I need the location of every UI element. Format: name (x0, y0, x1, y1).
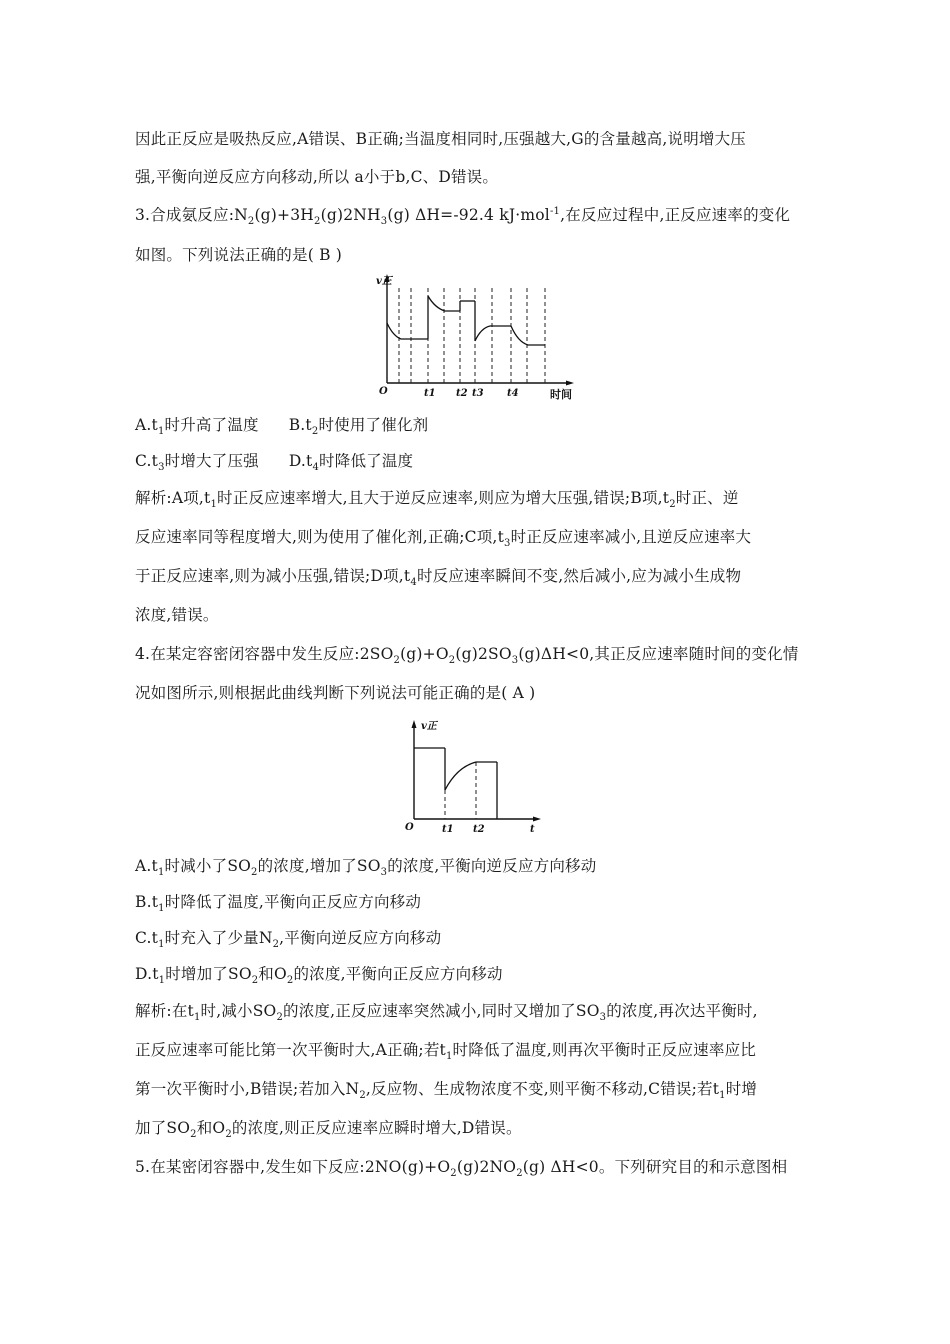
q3-option-b: $B.t_2$时使用了催化剂 (288, 416, 429, 438)
fig1-xlabel: 时间 (550, 388, 572, 401)
q4-title-2: 况如图所示,则根据此曲线判断下列说法可能正确的是( A ) (135, 684, 536, 702)
q3-analysis-4: 浓度,错误。 (135, 606, 219, 624)
q4-analysis-1: 解析:在$t_1$时,减小$SO_2$的浓度,正反应速率突然减小,同时又增加了$SO_3$的浓度,再次达平衡时, (135, 1002, 758, 1024)
figure-q4-rate-graph (395, 712, 555, 837)
q4-option-b: $B.t_1$时降低了温度,平衡向正反应方向移动 (135, 893, 422, 915)
x-axis-arrow (566, 381, 574, 386)
q3-analysis-1: 解析:A项$,t_1$时正反应速率增大,且大于逆反应速率,则应为增大压强,错误;B项$,t_2$时正、逆 (135, 489, 739, 511)
q4-analysis-2: 正反应速率可能比第一次平衡时大,A正确;若$t_1$时降低了温度,则再次平衡时正反应速率应比 (135, 1041, 756, 1063)
text-line-2: 强,平衡向逆反应方向移动,所以 a小于b,C、D错误。 (135, 168, 499, 186)
y-axis-arrow (412, 720, 417, 728)
fig1-ylabel: v正 (376, 276, 392, 287)
q4-title: 4.在某定容密闭容器中发生反应$:2SO_2(g)+O_2(g)2SO_3(g)\Delta H<0$,其正反应速率随时间的变化情 (135, 645, 799, 667)
q3-option-c: $C.t_3$时增大了压强 (135, 452, 259, 474)
q3-option-d: $D.t_4$时降低了温度 (288, 452, 414, 474)
q3-analysis-2: 反应速率同等程度增大,则为使用了催化剂,正确;C项$,t_3$时正反应速率减小,且逆反应速率大 (135, 528, 752, 550)
fig1-t2: t2 (456, 388, 468, 399)
text-line-1: 因此正反应是吸热反应,A错误、B正确;当温度相同时,压强越大,G的含量越高,说明增大压 (135, 130, 746, 148)
q3-options-cd (135, 450, 413, 472)
q3-option-a: $A.t_1$时升高了温度 (135, 416, 259, 438)
q4-option-a: $A.t_1$时减小了$SO_2$的浓度,增加了$SO_3$的浓度,平衡向逆反应方向移动 (135, 857, 597, 879)
q4-analysis-3: 第一次平衡时小,B错误;若加入$N_2$,反应物、生成物浓度不变,则平衡不移动,C错误;若$t_1$时增 (135, 1080, 758, 1102)
q5-title: 5.在某密闭容器中,发生如下反应$:2NO(g)+O_2(g)2NO_2(g)$ ΔH<0。下列研究目的和示意图相 (135, 1158, 788, 1180)
figure-q3-rate-graph (365, 268, 580, 403)
fig2-xlabel: t (530, 824, 535, 835)
x-axis-arrow (533, 817, 541, 822)
fig1-t3: t3 (472, 388, 484, 399)
fig1-origin: O (379, 386, 388, 397)
fig2-origin: O (405, 822, 414, 833)
fig1-t4: t4 (507, 388, 519, 399)
fig2-ylabel: v正 (421, 721, 437, 732)
rate-curve (414, 748, 497, 819)
q4-option-d: $D.t_1$时增加了$SO_2$和$O_2$的浓度,平衡向正反应方向移动 (135, 965, 503, 987)
fig2-t1: t1 (442, 824, 454, 835)
q3-analysis-3: 于正反应速率,则为减小压强,错误;D项$,t_4$时反应速率瞬间不变,然后减小,应为减小生成物 (135, 567, 742, 589)
fig2-t2: t2 (473, 824, 485, 835)
q4-option-c: $C.t_1$时充入了少量$N_2$,平衡向逆反应方向移动 (135, 929, 442, 951)
q3-options-ab (135, 414, 428, 436)
q3-title-2: 如图。下列说法正确的是( B ) (135, 246, 343, 264)
q4-analysis-4: 加了$SO_2$和$O_2$的浓度,则正反应速率应瞬时增大,D错误。 (135, 1119, 522, 1141)
fig1-t1: t1 (424, 388, 436, 399)
q3-title: 3.合成氨反应$:N_2(g)+3H_2(g)2NH_3(g)$ ΔH=-92.4 kJ·mol$^{-1}$,在反应过程中,正反应速率的变化 (135, 205, 791, 228)
